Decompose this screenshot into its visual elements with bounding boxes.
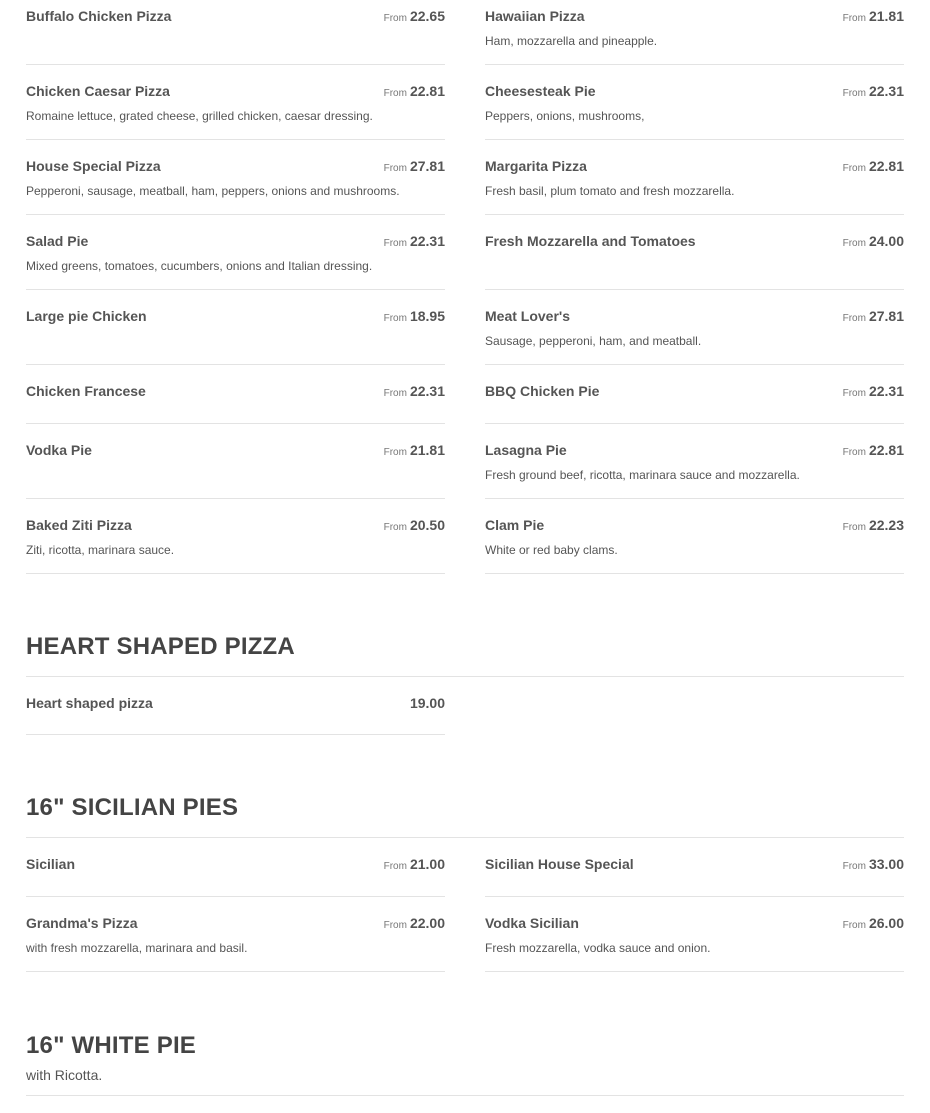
- section-divider: [26, 1095, 904, 1096]
- item-price: [384, 232, 445, 253]
- item-name: Hawaiian Pizza: [485, 8, 585, 24]
- item-description: Fresh ground beef, ricotta, marinara sauce and mozzarella.: [485, 468, 800, 482]
- item-description: Peppers, onions, mushrooms,: [485, 109, 645, 123]
- item-name: Margarita Pizza: [485, 158, 587, 174]
- menu-item[interactable]: [485, 365, 904, 424]
- price-value: 18.95: [409, 308, 445, 324]
- item-name: Lasagna Pie: [485, 442, 567, 458]
- item-name: Fresh Mozzarella and Tomatoes: [485, 233, 696, 249]
- menu-item[interactable]: [26, 499, 445, 574]
- menu-item[interactable]: [26, 897, 445, 972]
- menu-item[interactable]: [26, 290, 445, 365]
- from-label: From: [383, 388, 407, 399]
- menu-item[interactable]: [485, 838, 904, 897]
- menu-item[interactable]: [485, 0, 904, 65]
- menu-item[interactable]: [26, 0, 445, 65]
- item-price: [384, 914, 445, 935]
- item-price: [843, 232, 904, 253]
- item-price: [843, 382, 904, 403]
- price-value: 20.50: [409, 517, 445, 533]
- item-name: Baked Ziti Pizza: [26, 517, 132, 533]
- from-label: From: [383, 861, 407, 872]
- item-price: [843, 307, 904, 328]
- item-name: Meat Lover's: [485, 308, 571, 324]
- price-value: 22.65: [409, 8, 445, 24]
- from-label: From: [842, 388, 866, 399]
- menu-item[interactable]: [26, 215, 445, 290]
- item-price: [843, 914, 904, 935]
- price-value: 22.31: [409, 233, 445, 249]
- item-name: Large pie Chicken: [26, 308, 147, 324]
- menu-item[interactable]: [485, 215, 904, 290]
- menu-item[interactable]: [26, 838, 445, 897]
- from-label: From: [383, 920, 407, 931]
- item-name: Vodka Sicilian: [485, 915, 579, 931]
- from-label: From: [842, 920, 866, 931]
- menu-item[interactable]: [485, 290, 904, 365]
- pizza-list: [26, 0, 904, 574]
- menu-item[interactable]: [26, 677, 445, 735]
- menu-item[interactable]: [26, 65, 445, 140]
- menu-item[interactable]: [485, 140, 904, 215]
- sicilian-list: [26, 838, 904, 972]
- item-description: White or red baby clams.: [485, 543, 618, 557]
- item-name: Grandma's Pizza: [26, 915, 138, 931]
- item-description: Pepperoni, sausage, meatball, ham, peppers, onions and mushrooms.: [26, 184, 400, 198]
- item-name: Cheesesteak Pie: [485, 83, 596, 99]
- menu-item[interactable]: [485, 65, 904, 140]
- item-name: BBQ Chicken Pie: [485, 383, 600, 399]
- item-name: Clam Pie: [485, 517, 545, 533]
- item-price: [843, 157, 904, 178]
- item-description: with fresh mozzarella, marinara and basil.: [26, 941, 248, 955]
- menu-item[interactable]: [485, 424, 904, 499]
- price-value: 22.31: [868, 83, 904, 99]
- item-price: [843, 516, 904, 537]
- item-name: House Special Pizza: [26, 158, 161, 174]
- item-name: Vodka Pie: [26, 442, 92, 458]
- section-subtitle: with Ricotta.: [26, 1067, 103, 1083]
- item-price: [843, 855, 904, 876]
- from-label: From: [842, 313, 866, 324]
- item-price: [843, 7, 904, 28]
- item-price: [384, 7, 445, 28]
- item-name: Chicken Francese: [26, 383, 146, 399]
- section-title-white-pie: 16" WHITE PIE: [26, 1032, 197, 1059]
- from-label: From: [383, 88, 407, 99]
- item-price: [384, 82, 445, 103]
- menu-item[interactable]: [26, 140, 445, 215]
- from-label: From: [842, 163, 866, 174]
- section-title-sicilian-pies: 16" SICILIAN PIES: [26, 794, 239, 821]
- price-value: 27.81: [409, 158, 445, 174]
- item-name: Buffalo Chicken Pizza: [26, 8, 172, 24]
- item-description: Mixed greens, tomatoes, cucumbers, onions and Italian dressing.: [26, 259, 373, 273]
- price-value: 22.31: [868, 383, 904, 399]
- item-price: [384, 382, 445, 403]
- price-value: 27.81: [868, 308, 904, 324]
- price-value: 22.81: [409, 83, 445, 99]
- item-price: [843, 441, 904, 462]
- from-label: From: [842, 13, 866, 24]
- price-value: 22.81: [868, 158, 904, 174]
- item-name: Salad Pie: [26, 233, 89, 249]
- item-description: Fresh mozzarella, vodka sauce and onion.: [485, 941, 711, 955]
- price-value: 33.00: [868, 856, 904, 872]
- menu-item[interactable]: [26, 365, 445, 424]
- section-title-heart-shaped: HEART SHAPED PIZZA: [26, 633, 295, 660]
- price-value: 22.23: [868, 517, 904, 533]
- item-description: Ham, mozzarella and pineapple.: [485, 34, 658, 48]
- from-label: From: [383, 313, 407, 324]
- from-label: From: [383, 447, 407, 458]
- from-label: From: [842, 861, 866, 872]
- item-description: Sausage, pepperoni, ham, and meatball.: [485, 334, 702, 348]
- item-price: 19.00: [409, 695, 445, 711]
- item-price: [384, 441, 445, 462]
- item-description: Fresh basil, plum tomato and fresh mozzarella.: [485, 184, 735, 198]
- price-value: 22.81: [868, 442, 904, 458]
- from-label: From: [842, 88, 866, 99]
- menu-item[interactable]: [485, 499, 904, 574]
- item-price: [384, 855, 445, 876]
- heart-list: [26, 677, 904, 735]
- from-label: From: [383, 13, 407, 24]
- menu-item[interactable]: [485, 897, 904, 972]
- item-price: [384, 307, 445, 328]
- menu-item[interactable]: [26, 424, 445, 499]
- item-name: Sicilian: [26, 856, 76, 872]
- item-description: Romaine lettuce, grated cheese, grilled chicken, caesar dressing.: [26, 109, 373, 123]
- price-value: 22.31: [409, 383, 445, 399]
- from-label: From: [842, 522, 866, 533]
- item-description: Ziti, ricotta, marinara sauce.: [26, 543, 175, 557]
- price-value: 21.81: [868, 8, 904, 24]
- from-label: From: [842, 238, 866, 249]
- item-price: [384, 157, 445, 178]
- from-label: From: [383, 522, 407, 533]
- price-value: 22.00: [409, 915, 445, 931]
- item-name: Sicilian House Special: [485, 856, 634, 872]
- item-name: Heart shaped pizza: [26, 695, 153, 711]
- from-label: From: [383, 163, 407, 174]
- item-price: [384, 516, 445, 537]
- price-value: 26.00: [868, 915, 904, 931]
- from-label: From: [842, 447, 866, 458]
- price-value: 24.00: [868, 233, 904, 249]
- price-value: 21.00: [409, 856, 445, 872]
- from-label: From: [383, 238, 407, 249]
- item-price: [843, 82, 904, 103]
- price-value: 21.81: [409, 442, 445, 458]
- item-name: Chicken Caesar Pizza: [26, 83, 170, 99]
